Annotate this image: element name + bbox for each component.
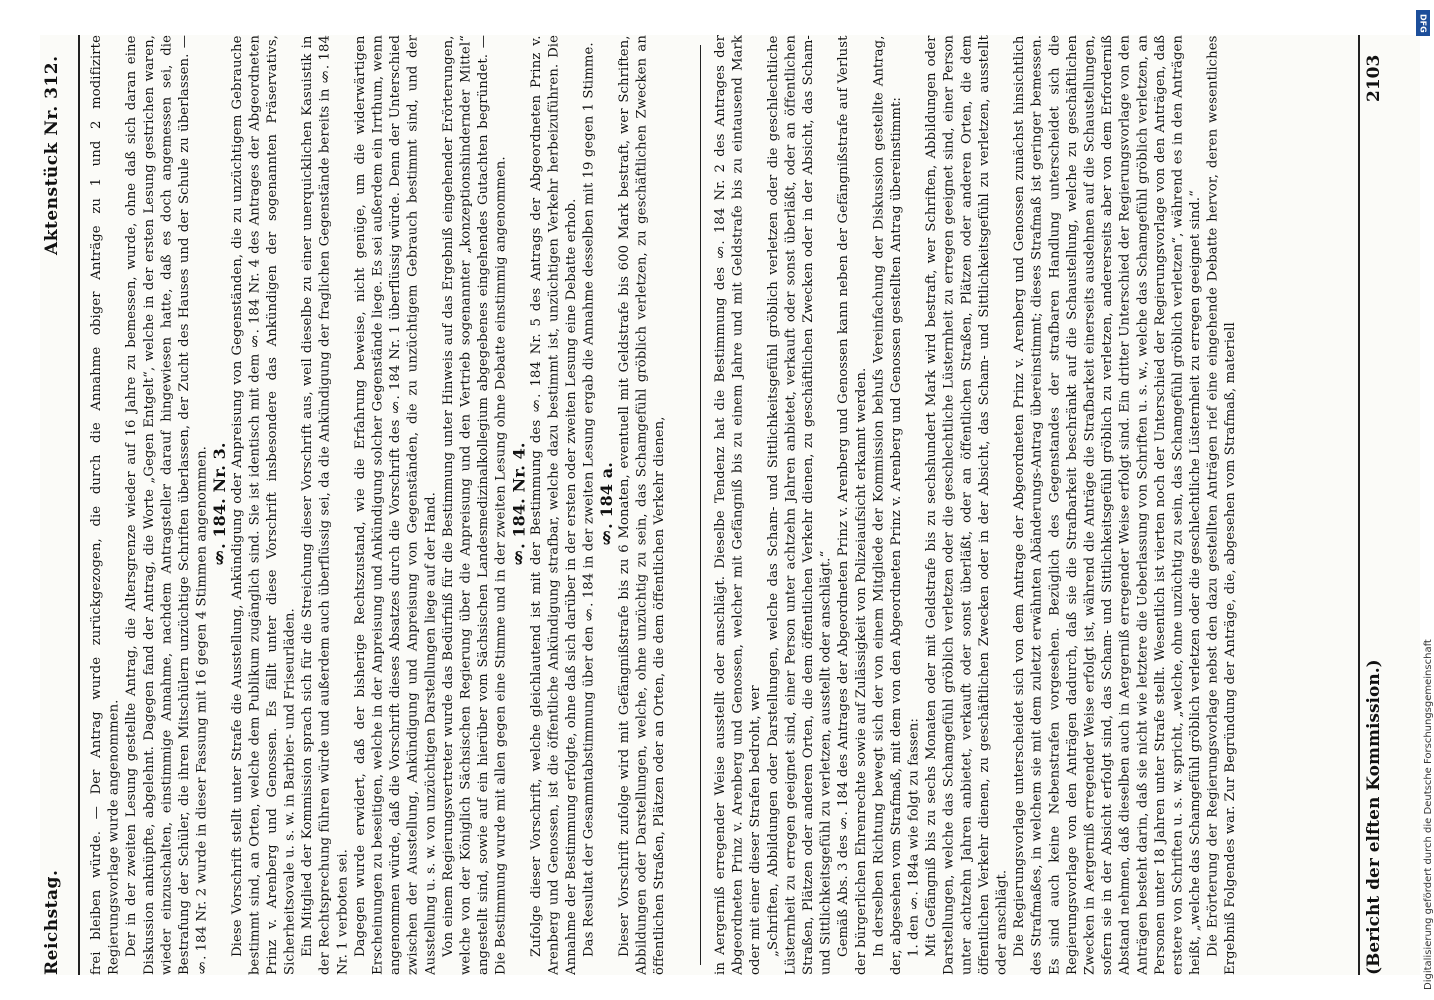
text-column-1 [88,35,688,975]
text-column-2 [712,35,1352,975]
section-heading: §. 184 a. [597,462,617,548]
paragraph: „Schriften, Abbildungen oder Darstellungen, welche das Scham- und Sittlichkeitsgefühl gröblich verletzen oder die geschlechtliche Lüsternheit zu erregen geeignet sind, einer Person unter achtzehn Jahren anbietet, verkauft oder sonst überläßt, oder an öffentlichen Straßen, Plätzen oder anderen Orten, die dem öffentlichen Verkehr dienen, zu geschäftlichen Zwecken oder in der Absicht, das Scham- und Sittlichkeitsgefühl zu verletzen, ausstellt oder anschlägt.“ [765,35,834,975]
paragraph: Zufolge dieser Vorschrift, welche gleichlautend ist mit der Bestimmung des §. 184 Nr. 5 des Antrags der Abgeordneten Prinz v. Arenberg und Genossen, ist die öffentliche Ankündigung strafbar, welche dazu bestimmt ist, unzüchtigen Verkehr herbeizuführen. Die Annahme der Bestimmung erfolgte, ohne daß sich darüber in der ersten oder zweiten Lesung eine Debatte erhob. [528,35,580,975]
paragraph: Dagegen wurde erwidert, daß der bisherige Rechtszustand, wie die Erfahrung beweise, nicht genüge, um die widerwärtigen Erscheinungen zu beseitigen, welche in der Anpreisung und Ankündigung solcher Gegenstände liege. Es sei außerdem ein Irrthum, wenn angenommen würde, daß die Vorschrift dieses Absatzes durch die Vorschrift des §. 184 Nr. 1 überflüssig würde. Denn der Unterschied zwischen der Ausstellung, Ankündigung und Anpreisung von Gegenständen, die zu unzüchtigem Gebrauch bestimmt sind, und der Ausstellung u. s. w. von unzüchtigen Darstellungen liege auf der Hand. [352,35,439,975]
paragraph: Mit Gefängniß bis zu sechs Monaten oder mit Geldstrafe bis zu sechshundert Mark wird bestraft, wer Schriften, Abbildungen oder Darstellungen, welche das Schamgefühl gröblich verletzen oder die geschlechtliche Lüsternheit zu erregen geeignet sind, einer Person unter achtzehn Jahren anbietet, verkauft oder sonst überläßt, oder an öffentlichen Straßen, Plätzen oder anderen Orten, die dem öffentlichen Verkehr dienen, zu geschäftlichen Zwecken oder in der Absicht, das Scham- und Sittlichkeitsgefühl zu verletzen, ausstellt oder anschlägt. [924,35,1010,975]
paragraph: Die Erörterung der Regierungsvorlage nebst den dazu gestellten Anträgen rief eine eingehende Debatte hervor, deren wesentliches Ergebniß Folgendes war. Zur Begründung der Anträge, die, abgesehen vom Strafmaß, materiell [1205,35,1239,975]
section-heading: §. 184. Nr. 3. [210,442,230,568]
section-heading: §. 184. Nr. 4. [509,442,529,568]
funding-note [1408,10,1434,990]
header-rule-left [78,35,80,975]
paragraph: Von einem Regierungsvertreter wurde das Bedürfniß für die Bestimmung unter Hinweis auf das Ergebniß eingehender Erörterungen, welche von der Königlich Sächsischen Regierung über die Anpreisung und den Vertrieb sogenannter „konzeptionshindernder Mittel“ angestellt sind, sowie auf ein hierüber vom Sächsischen Landesmedizinalkollegium abgegebenes eingehendes Gutachten begründet. — Die Bestimmung wurde mit allen gegen eine Stimme und in der zweiten Lesung ohne Debatte einstimmig angenommen. [440,35,509,975]
paragraph: frei bleiben würde. — Der Antrag wurde zurückgezogen, die durch die Annahme obiger Anträge zu 1 und 2 modifizirte Regierungsvorlage wurde angenommen. [89,35,122,975]
paragraph: Diese Vorschrift stellt unter Strafe die Ausstellung, Ankündigung oder Anpreisung von Gegenständen, die zu unzüchtigem Gebrauche bestimmt sind, an Orten, welche dem Publikum zugänglich sind. Sie ist identisch mit dem §. 184 Nr. 4 des Antrages der Abgeordneten Prinz v. Arenberg und Genossen. Es fällt unter diese Vorschrift insbesondere das Ankündigen der sogenannten Präservativs, Sicherheitsovale u. s. w. in Barbier- und Friseurläden. [229,35,298,975]
header-title: Reichstag. [42,869,62,975]
document-page [40,35,1420,975]
funding-note-text: Digitalisierung gefördert durch die Deutsche Forschungsgemeinschaft [1423,639,1434,990]
header-doc-number: Aktenstück Nr. 312. [42,55,62,255]
paragraph: Das Resultat der Gesammtabstimmung über den §. 184 in der zweiten Lesung ergab die Annahme desselben mit 19 gegen 1 Stimme. [581,41,597,957]
paragraph: Dieser Vorschrift zufolge wird mit Gefängnißstrafe bis zu 6 Monaten, eventuell mit Geldstrafe bis 600 Mark bestraft, wer Schriften, Abbildungen oder Darstellungen, welche, ohne unzüchtig zu sein, das Schamgefühl gröblich verletzen, zu geschäftlichen Zwecken an öffentlichen Straßen, Plätzen oder an Orten, die dem öffentlichen Verkehr dienen, [616,35,667,975]
dfg-logo [1416,10,1430,36]
paragraph: Gemäß Abs. 3 des §. 184 des Antrages der Abgeordneten Prinz v. Arenberg und Genossen kann neben der Gefängnißstrafe auf Verlust der bürgerlichen Ehrenrechte sowie auf Zulässigkeit von Polizeiaufsicht erkannt werden. [836,35,869,975]
paragraph: 1. den §. 184a wie folgt zu fassen: [906,717,922,957]
paragraph: Die Regierungsvorlage unterscheidet sich von dem Antrage der Abgeordneten Prinz v. Arenberg und Genossen zunächst hinsichtlich des Strafmaßes, in welchem sie mit dem zuletzt erwähnten Abänderungs-Antrag übereinstimmt; dieses Strafmaß ist geringer bemessen. Es sind auch keine Nebenstrafen vorgesehen. Bezüglich des Gegenstandes der strafbaren Handlung unterscheidet sich die Regierungsvorlage von den Anträgen dadurch, daß sie die Strafbarkeit beschränkt auf die Schaustellung, welche zu geschäftlichen Zwecken in Aergerniß erregender Weise erfolgt ist, während die Anträge die Strafbarkeit einerseits ausdehnen auf die Schaustellungen, sofern sie in der Absicht erfolgt sind, das Scham- und Sittlichkeitsgefühl gröblich zu verletzen, andererseits aber von dem Erforderniß Abstand nehmen, daß dieselben auch in Aergerniß erregender Weise erfolgt sind. Ein dritter Unterschied der Regierungsvorlage von den Anträgen besteht darin, daß sie nicht wie letztere die Ueberlassung von Schriften u. s. w., welche das Schamgefühl gröblich verletzen, an Personen unter 18 Jahren unter Strafe stellt. Wesentlich ist vierten noch der Unterschied der Regierungsvorlage von den Anträgen, daß erstere von Schriften u. s. w. spricht, „welche, ohne unzüchtig zu sein, das Schamgefühl gröblich verletzen“, während es in den Anträgen heißt, „welche das Schamgefühl gröblich verletzen oder die geschlechtliche Lüsternheit zu erregen geeignet sind.“ [1012,35,1204,975]
header-subtitle: (Bericht der elften Kommission.) [1364,659,1384,975]
header-rule-right [1358,35,1360,975]
paragraph: In derselben Richtung bewegt sich der von einem Mitgliede der Kommission behufs Vereinfachung der Diskussion gestellte Antrag, der, abgesehen vom Strafmaß, mit dem von den Abgeordneten Prinz v. Arenberg und Genossen gestellten Antrag übereinstimmt: [871,35,904,975]
page-number: 2103 [1364,55,1384,103]
paragraph: Der in der zweiten Lesung gestellte Antrag, die Altersgrenze wieder auf 16 Jahre zu bemessen, wurde, ohne daß sich daran eine Diskussion anknüpfte, abgelehnt. Dagegen fand der Antrag, die Worte „Gegen Entgelt“, welche in der ersten Lesung gestrichen waren, wieder einzuschalten, einstimmige Annahme, nachdem Antragsteller darauf hingewiesen hatte, daß es doch angemessen sei, die Bestrafung der Schüler, die ihren Mitschülern unzüchtige Schriften überlassen, der Zucht des Hauses und der Schule zu überlassen. — §. 184 Nr. 2 wurde in dieser Fassung mit 16 gegen 4 Stimmen angenommen. [124,35,210,975]
column-divider [700,45,701,965]
paragraph: in Aergerniß erregender Weise ausstellt oder anschlägt. Dieselbe Tendenz hat die Bestimmung des §. 184 Nr. 2 des Antrages der Abgeordneten Prinz v. Arenberg und Genossen, welcher mit Gefängniß bis zu einem Jahre und mit Geldstrafe bis zu eintausend Mark oder mit einer dieser Strafen bedroht, wer [713,35,764,975]
dfg-logo-text: DFG [1418,13,1428,33]
paragraph: Ein Mitglied der Kommission sprach sich für die Streichung dieser Vorschrift aus, weil dieselbe zu einer unerquicklichen Kasuistik in der Rechtsprechung führen würde und außerdem auch überflüssig sei, da die Ankündigung der fraglichen Gegenstände bereits in §. 184 Nr. 1 verboten sei. [300,35,351,975]
running-header-left [42,35,78,975]
running-header-right [1364,35,1404,975]
